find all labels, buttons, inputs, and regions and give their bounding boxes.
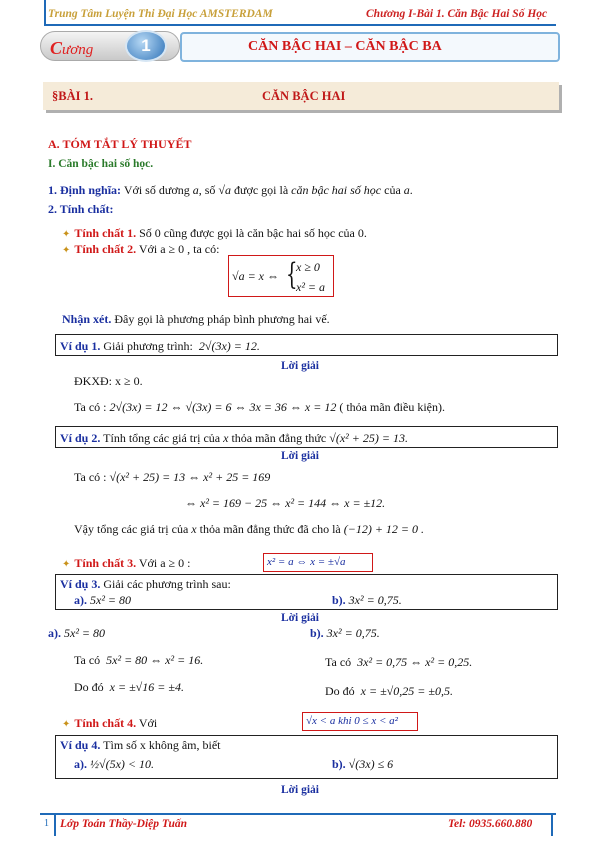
footer-bar-right xyxy=(551,814,553,836)
chapter-label: Cương xyxy=(50,38,94,58)
header-divider xyxy=(44,24,556,26)
solution-label-3: Lời giải xyxy=(281,612,319,624)
example-3-sol-b-line-1: Ta có 3x² = 0,75 ⇔ x² = 0,25. xyxy=(325,655,473,669)
brace-icon: { xyxy=(286,257,298,292)
definition-line: 1. Định nghĩa: Với số dương a, số √a được gọi là căn bậc hai số học của a. xyxy=(48,183,413,197)
properties-title: 2. Tính chất: xyxy=(48,202,114,216)
example-4-a: a). ½√(5x) < 10. xyxy=(74,757,155,771)
section-a-title: A. TÓM TẮT LÝ THUYẾT xyxy=(48,137,192,151)
footer-divider xyxy=(40,813,556,815)
property-4-formula: √x < a khi 0 ≤ x < a² xyxy=(306,715,398,727)
example-1-sol-line-2: Ta có : 2√(3x) = 12 ⇔ √(3x) = 6 ⇔ 3x = 36 ⇔ x = 12 ( thỏa mãn điều kiện). xyxy=(74,400,445,414)
footer-left: Lớp Toán Thầy-Diệp Tuấn xyxy=(60,818,188,830)
example-2-sol-line-2: ⇔ x² = 169 − 25 ⇔ x² = 144 ⇔ x = ±12. xyxy=(185,496,386,510)
lesson-tag: §BÀI 1. xyxy=(52,89,93,103)
example-3-sol-a-line-2: Do đó x = ±√16 = ±4. xyxy=(74,680,184,694)
example-3-b: b). 3x² = 0,75. xyxy=(332,593,402,607)
chapter-title: CĂN BẬC HAI – CĂN BẬC BA xyxy=(248,39,442,54)
example-3: Ví dụ 3. Giải các phương trình sau: xyxy=(60,577,231,591)
solution-label-2: Lời giải xyxy=(281,450,319,462)
footer-right: Tel: 0935.660.880 xyxy=(448,818,533,830)
property-2-lhs: √a = x ⇔ xyxy=(232,269,280,283)
example-3-sol-b-line-2: Do đó x = ±√0,25 = ±0,5. xyxy=(325,684,453,698)
header-left: Trung Tâm Luyện Thi Đại Học AMSTERDAM xyxy=(48,8,273,20)
property-3: ✦ Tính chất 3. Với a ≥ 0 : xyxy=(62,556,191,570)
header-right: Chương I-Bài 1. Căn Bậc Hai Số Học xyxy=(366,8,548,20)
solution-label-1: Lời giải xyxy=(281,360,319,372)
footer-bar-left xyxy=(54,814,56,836)
property-2-cond-2: x² = a xyxy=(296,280,326,294)
star-icon: ✦ xyxy=(62,719,71,730)
example-3-sol-b: b). 3x² = 0,75. xyxy=(310,626,380,640)
footer-page: 1 xyxy=(44,818,49,829)
example-1-sol-line-1: ĐKXĐ: x ≥ 0. xyxy=(74,374,143,388)
example-4-b: b). √(3x) ≤ 6 xyxy=(332,757,394,771)
property-2: ✦ Tính chất 2. Với a ≥ 0 , ta có: xyxy=(62,242,220,256)
property-2-cond-1: x ≥ 0 xyxy=(296,260,320,274)
example-3-sol-a-line-1: Ta có 5x² = 80 ⇔ x² = 16. xyxy=(74,653,204,667)
example-2-sol-line-1: Ta có : √(x² + 25) = 13 ⇔ x² + 25 = 169 xyxy=(74,470,271,484)
chapter-number: 1 xyxy=(125,30,167,62)
example-2: Ví dụ 2. Tính tổng các giá trị của x thỏa mãn đẳng thức √(x² + 25) = 13. xyxy=(60,431,408,445)
star-icon: ✦ xyxy=(62,229,71,240)
example-1: Ví dụ 1. Giải phương trình: 2√(3x) = 12. xyxy=(60,339,260,353)
example-4: Ví dụ 4. Tìm số x không âm, biết xyxy=(60,738,221,752)
remark: Nhận xét. Đây gọi là phương pháp bình phương hai vế. xyxy=(62,312,330,326)
header-bar-left xyxy=(44,0,46,26)
example-3-a: a). 5x² = 80 xyxy=(74,593,132,607)
section-i-title: I. Căn bậc hai số học. xyxy=(48,158,154,170)
lesson-title: CĂN BẬC HAI xyxy=(262,89,346,103)
star-icon: ✦ xyxy=(62,245,71,256)
property-1: ✦ Tính chất 1. Số 0 cũng được gọi là căn bậc hai số học của 0. xyxy=(62,226,367,240)
solution-label-4: Lời giải xyxy=(281,784,319,796)
example-3-sol-a: a). 5x² = 80 xyxy=(48,626,106,640)
property-4: ✦ Tính chất 4. Với xyxy=(62,716,158,730)
example-2-sol-line-3: Vậy tổng các giá trị của x thỏa mãn đẳng thức đã cho là (−12) + 12 = 0 . xyxy=(74,522,425,536)
star-icon: ✦ xyxy=(62,559,71,570)
property-3-formula: x² = a ⇔ x = ±√a xyxy=(267,556,346,568)
